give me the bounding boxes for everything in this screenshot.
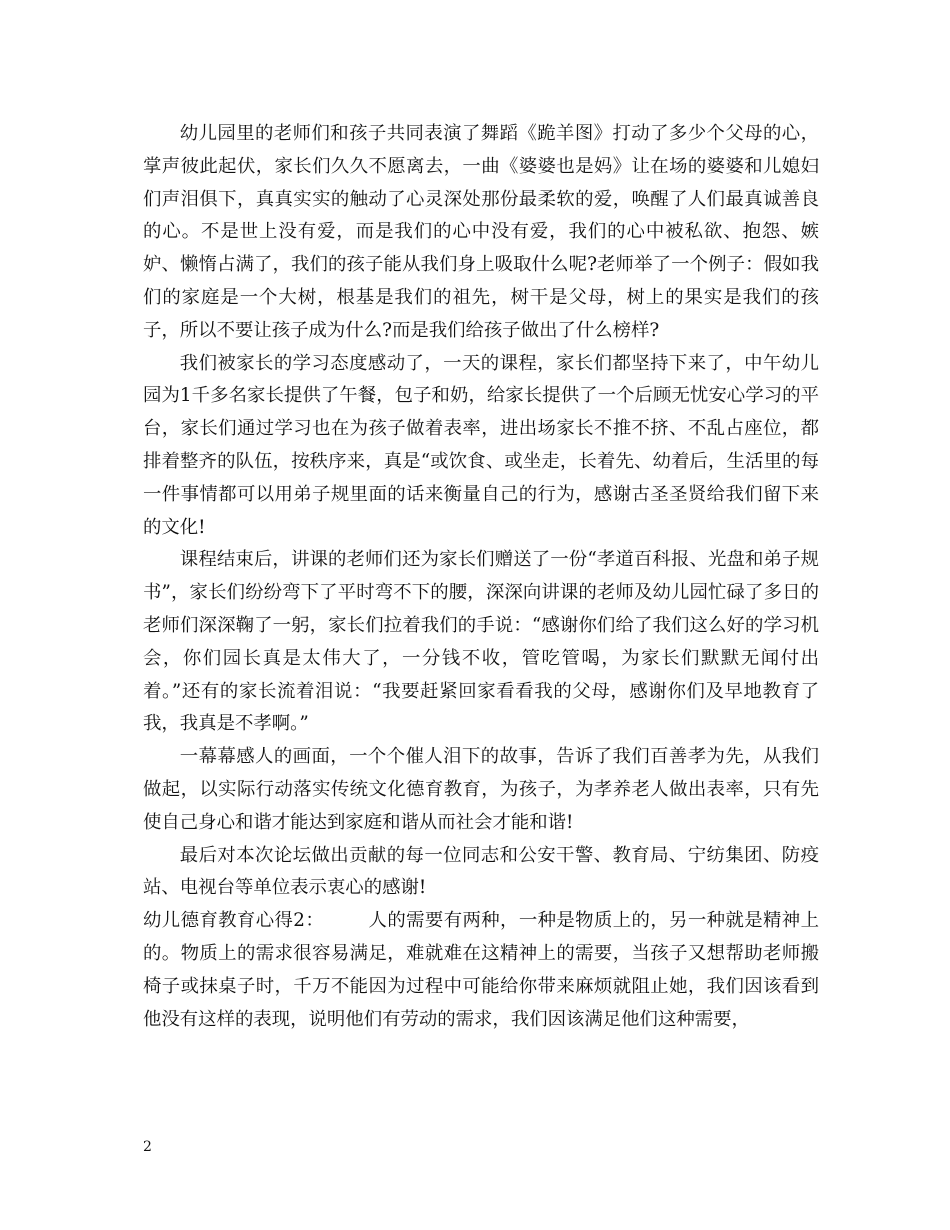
section-paragraph xyxy=(143,905,819,1036)
page-number: 2 xyxy=(143,1139,152,1155)
paragraph-5: 最后对本次论坛做出贡献的每一位同志和公安干警、教育局、宁纺集团、防疫站、电视台等单位表示衷心的感谢! xyxy=(143,844,819,899)
section-text: 人的需要有两种，一种是物质上的，另一种就是精神上的。物质上的需求很容易满足，难就难在这精神上的需要，当孩子又想帮助老师搬椅子或抹桌子时，千万不能因为过程中可能给你带来麻烦就阻止她，我们因该看到他没有这样的表现，说明他们有劳动的需求，我们因该满足他们这种需要， xyxy=(143,910,819,1030)
section-title: 幼儿德育教育心得2： xyxy=(143,910,325,932)
paragraph-1: 幼儿园里的老师们和孩子共同表演了舞蹈《跪羊图》打动了多少个父母的心，掌声彼此起伏，家长们久久不愿离去，一曲《婆婆也是妈》让在场的婆婆和儿媳妇们声泪俱下，真真实实的触动了心灵深处那份最柔软的爱，唤醒了人们最真诚善良的心。不是世上没有爱，而是我们的心中没有爱，我们的心中被私欲、抱怨、嫉妒、懒惰占满了，我们的孩子能从我们身上吸取什么呢?老师举了一个例子：假如我们的家庭是一个大树，根基是我们的祖先，树干是父母，树上的果实是我们的孩子，所以不要让孩子成为什么?而是我们给孩子做出了什么榜样? xyxy=(143,123,819,341)
paragraph-2: 我们被家长的学习态度感动了，一天的课程，家长们都坚持下来了，中午幼儿园为1千多名家长提供了午餐，包子和奶，给家长提供了一个后顾无忧安心学习的平台，家长们通过学习也在为孩子做着表率，进出场家长不推不挤、不乱占座位，都排着整齐的队伍，按秩序来，真是“或饮食、或坐走，长着先、幼着后，生活里的每一件事情都可以用弟子规里面的话来衡量自己的行为，感谢古圣圣贤给我们留下来的文化! xyxy=(143,352,819,538)
paragraph-4: 一幕幕感人的画面，一个个催人泪下的故事，告诉了我们百善孝为先，从我们做起，以实际行动落实传统文化德育教育，为孩子，为孝养老人做出表率，只有先使自己身心和谐才能达到家庭和谐从而社会才能和谐! xyxy=(143,746,819,833)
document-body xyxy=(143,118,819,1036)
paragraph-3: 课程结束后，讲课的老师们还为家长们赠送了一份“孝道百科报、光盘和弟子规书”，家长们纷纷弯下了平时弯不下的腰，深深向讲课的老师及幼儿园忙碌了多日的老师们深深鞠了一躬，家长们拉着我们的手说：“感谢你们给了我们这么好的学习机会，你们园长真是太伟大了，一分钱不收，管吃管喝，为家长们默默无闻付出着。”还有的家长流着泪说：“我要赶紧回家看看我的父母，感谢你们及早地教育了我，我真是不孝啊。” xyxy=(143,549,819,735)
